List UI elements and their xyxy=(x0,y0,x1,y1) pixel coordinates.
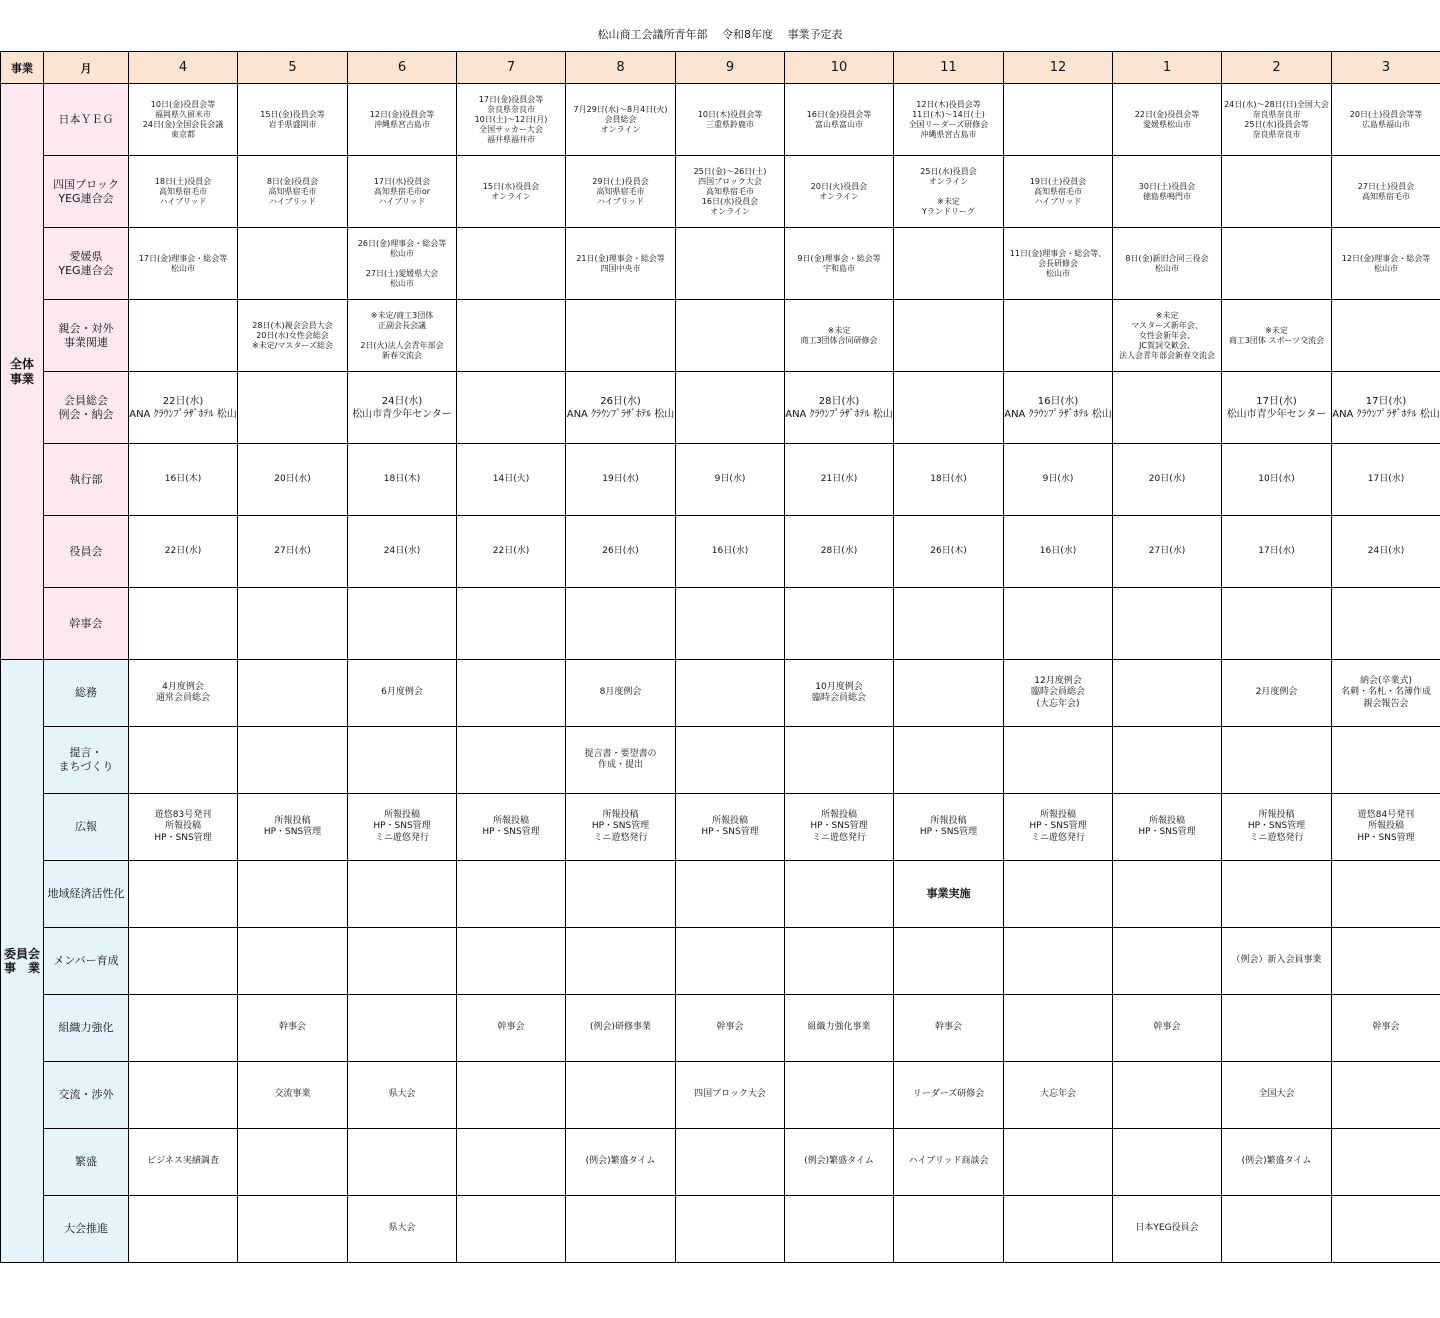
schedule-cell xyxy=(566,1062,676,1129)
month-header: 10 xyxy=(785,52,894,84)
schedule-cell xyxy=(1222,995,1332,1062)
schedule-cell xyxy=(238,372,348,444)
schedule-cell xyxy=(1222,727,1332,794)
schedule-cell: 26日(水) ANA ｸﾗｳﾝﾌﾟﾗｻﾞﾎﾃﾙ 松山 xyxy=(566,372,676,444)
schedule-cell: 9日(金)理事会・総会等 宇和島市 xyxy=(785,228,894,300)
schedule-cell xyxy=(1004,861,1113,928)
schedule-cell xyxy=(676,928,785,995)
row-label: 総務 xyxy=(44,660,129,727)
schedule-cell xyxy=(1332,727,1440,794)
schedule-cell xyxy=(676,228,785,300)
schedule-cell: 22日(水) xyxy=(457,516,566,588)
table-row xyxy=(1,84,1440,156)
schedule-cell: ※未定 商工3団体 スポーツ交流会 xyxy=(1222,300,1332,372)
schedule-cell xyxy=(894,928,1004,995)
schedule-cell xyxy=(785,1062,894,1129)
schedule-cell xyxy=(457,228,566,300)
schedule-cell xyxy=(1332,1196,1440,1263)
row-label: 執行部 xyxy=(44,444,129,516)
month-header: 5 xyxy=(238,52,348,84)
schedule-cell: 所報投稿 HP・SNS管理 ミニ遊悠発行 xyxy=(1004,794,1113,861)
schedule-cell: 県大会 xyxy=(348,1196,457,1263)
schedule-cell: 16日(水) xyxy=(676,516,785,588)
schedule-cell xyxy=(238,660,348,727)
row-label: 親会・対外 事業関連 xyxy=(44,300,129,372)
schedule-cell: 交流事業 xyxy=(238,1062,348,1129)
schedule-cell xyxy=(129,861,238,928)
schedule-cell: 17日(水) xyxy=(1332,444,1440,516)
schedule-cell xyxy=(1004,727,1113,794)
schedule-cell xyxy=(129,588,238,660)
schedule-cell xyxy=(348,928,457,995)
schedule-cell xyxy=(1004,995,1113,1062)
table-row xyxy=(1,588,1440,660)
schedule-cell: 幹事会 xyxy=(457,995,566,1062)
row-label: 日本ＹＥＧ xyxy=(44,84,129,156)
schedule-cell: 21日(水) xyxy=(785,444,894,516)
schedule-cell: 8日(金)役員会 高知県宿毛市 ハイブリッド xyxy=(238,156,348,228)
schedule-cell: 15日(水)役員会 オンライン xyxy=(457,156,566,228)
schedule-cell xyxy=(894,372,1004,444)
schedule-cell xyxy=(1222,156,1332,228)
section-overall-events xyxy=(1,84,1440,660)
month-header: 7 xyxy=(457,52,566,84)
row-label: 組織力強化 xyxy=(44,995,129,1062)
table-row xyxy=(1,444,1440,516)
schedule-cell xyxy=(566,861,676,928)
month-header: 3 xyxy=(1332,52,1440,84)
table-row xyxy=(1,794,1440,861)
schedule-cell xyxy=(238,928,348,995)
schedule-cell: 12日(金)理事会・総会等 松山市 xyxy=(1332,228,1440,300)
schedule-cell: 16日(木) xyxy=(129,444,238,516)
schedule-cell: 20日(火)役員会 オンライン xyxy=(785,156,894,228)
schedule-cell xyxy=(785,861,894,928)
schedule-cell xyxy=(348,861,457,928)
row-label: 地域経済活性化 xyxy=(44,861,129,928)
schedule-cell xyxy=(129,1062,238,1129)
schedule-cell: 幹事会 xyxy=(894,995,1004,1062)
schedule-cell xyxy=(1332,588,1440,660)
schedule-cell xyxy=(1332,861,1440,928)
table-row xyxy=(1,300,1440,372)
schedule-cell: 所報投稿 HP・SNS管理 ミニ遊悠発行 xyxy=(566,794,676,861)
table-row xyxy=(1,156,1440,228)
schedule-cell xyxy=(566,300,676,372)
schedule-cell: 27日(水) xyxy=(1113,516,1222,588)
schedule-cell: 17日(水) xyxy=(1222,516,1332,588)
schedule-cell: 日本YEG役員会 xyxy=(1113,1196,1222,1263)
month-header: 4 xyxy=(129,52,238,84)
schedule-cell: 25日(金)〜26日(土) 四国ブロック大会 高知県宿毛市 16日(水)役員会 オンライン xyxy=(676,156,785,228)
schedule-cell xyxy=(1113,1062,1222,1129)
table-row xyxy=(1,1129,1440,1196)
schedule-cell xyxy=(894,228,1004,300)
schedule-cell: 21日(金)理事会・総会等 四国中央市 xyxy=(566,228,676,300)
schedule-cell: 7月29日(水)〜8月4日(火) 会員総会 オンライン xyxy=(566,84,676,156)
schedule-cell: 12日(木)役員会等 11日(木)〜14日(土) 全国リーダーズ研修会 沖縄県宮古島市 xyxy=(894,84,1004,156)
schedule-cell: 25日(水)役員会 オンライン ※未定 Yランドリーグ xyxy=(894,156,1004,228)
schedule-cell xyxy=(566,1196,676,1263)
schedule-cell xyxy=(457,1196,566,1263)
schedule-cell: 22日(水) ANA ｸﾗｳﾝﾌﾟﾗｻﾞﾎﾃﾙ 松山 xyxy=(129,372,238,444)
schedule-cell xyxy=(894,660,1004,727)
schedule-cell: 所報投稿 HP・SNS管理 ミニ遊悠発行 xyxy=(1222,794,1332,861)
schedule-cell xyxy=(1222,1196,1332,1263)
schedule-cell: 9日(水) xyxy=(1004,444,1113,516)
schedule-cell: ハイブリッド商談会 xyxy=(894,1129,1004,1196)
schedule-cell: 所報投稿 HP・SNS管理 xyxy=(894,794,1004,861)
schedule-cell: (例会)研修事業 xyxy=(566,995,676,1062)
schedule-cell xyxy=(238,1196,348,1263)
schedule-cell: 幹事会 xyxy=(1332,995,1440,1062)
schedule-cell xyxy=(676,727,785,794)
schedule-cell: 12日(金)役員会等 沖縄県宮古島市 xyxy=(348,84,457,156)
schedule-cell: 24日(水)〜28日(日)全国大会 奈良県奈良市 25日(水)役員会等 奈良県奈良市 xyxy=(1222,84,1332,156)
row-label: 提言・ まちづくり xyxy=(44,727,129,794)
schedule-cell: 遊悠83号発刊 所報投稿 HP・SNS管理 xyxy=(129,794,238,861)
schedule-cell: 所報投稿 HP・SNS管理 ミニ遊悠発行 xyxy=(785,794,894,861)
row-label: 役員会 xyxy=(44,516,129,588)
schedule-cell: 四国ブロック大会 xyxy=(676,1062,785,1129)
schedule-cell: 26日(金)理事会・総会等 松山市 27日(土)愛媛県大会 松山市 xyxy=(348,228,457,300)
schedule-cell: 22日(水) xyxy=(129,516,238,588)
month-header: 1 xyxy=(1113,52,1222,84)
schedule-cell xyxy=(676,588,785,660)
schedule-cell: （例会）新入会員事業 xyxy=(1222,928,1332,995)
schedule-cell xyxy=(238,1129,348,1196)
table-row xyxy=(1,228,1440,300)
schedule-cell xyxy=(1113,928,1222,995)
schedule-cell: 大忘年会 xyxy=(1004,1062,1113,1129)
schedule-cell: 9日(水) xyxy=(676,444,785,516)
schedule-cell xyxy=(129,995,238,1062)
schedule-cell xyxy=(457,727,566,794)
month-header: 9 xyxy=(676,52,785,84)
month-column-header: 月 xyxy=(44,52,129,84)
schedule-cell: 幹事会 xyxy=(1113,995,1222,1062)
section-committee-events xyxy=(1,660,1440,1263)
schedule-table xyxy=(0,51,1440,1263)
schedule-cell: 所報投稿 HP・SNS管理 xyxy=(1113,794,1222,861)
schedule-cell: 県大会 xyxy=(348,1062,457,1129)
schedule-cell: 30日(土)役員会 徳島県鳴門市 xyxy=(1113,156,1222,228)
row-label: 四国ブロック YEG連合会 xyxy=(44,156,129,228)
schedule-cell xyxy=(348,727,457,794)
row-label: 幹事会 xyxy=(44,588,129,660)
table-row xyxy=(1,516,1440,588)
schedule-cell: 26日(水) xyxy=(566,516,676,588)
schedule-cell: 20日(水) xyxy=(1113,444,1222,516)
row-label: メンバー育成 xyxy=(44,928,129,995)
schedule-cell xyxy=(676,1129,785,1196)
schedule-cell: 17日(金)役員会等 奈良県奈良市 10日(土)〜12日(月) 全国サッカー大会 福井県福井市 xyxy=(457,84,566,156)
schedule-cell xyxy=(676,372,785,444)
schedule-cell: 8日(金)新旧合同三役会 松山市 xyxy=(1113,228,1222,300)
schedule-cell xyxy=(566,928,676,995)
schedule-cell: 10日(水) xyxy=(1222,444,1332,516)
schedule-cell xyxy=(1332,1062,1440,1129)
schedule-cell: リーダーズ研修会 xyxy=(894,1062,1004,1129)
table-row xyxy=(1,727,1440,794)
schedule-cell: 所報投稿 HP・SNS管理 ミニ遊悠発行 xyxy=(348,794,457,861)
schedule-cell xyxy=(676,660,785,727)
schedule-cell: 27日(土)役員会 高知県宿毛市 xyxy=(1332,156,1440,228)
schedule-cell xyxy=(129,300,238,372)
schedule-cell xyxy=(894,727,1004,794)
schedule-cell: 組織力強化事業 xyxy=(785,995,894,1062)
schedule-cell: 16日(水) xyxy=(1004,516,1113,588)
schedule-cell: 19日(水) xyxy=(566,444,676,516)
schedule-cell xyxy=(457,928,566,995)
schedule-cell xyxy=(1004,1196,1113,1263)
schedule-cell: ビジネス実績調査 xyxy=(129,1129,238,1196)
schedule-cell xyxy=(1222,861,1332,928)
schedule-cell: 17日(水) ANA ｸﾗｳﾝﾌﾟﾗｻﾞﾎﾃﾙ 松山 xyxy=(1332,372,1440,444)
row-label: 大会推進 xyxy=(44,1196,129,1263)
schedule-cell: 27日(水) xyxy=(238,516,348,588)
schedule-cell: 納会(卒業式) 名刺・名札・名簿作成 親会報告会 xyxy=(1332,660,1440,727)
schedule-cell xyxy=(457,861,566,928)
schedule-cell: 提言書・要望書の 作成・提出 xyxy=(566,727,676,794)
schedule-cell xyxy=(676,861,785,928)
schedule-cell xyxy=(785,928,894,995)
schedule-cell: 2月度例会 xyxy=(1222,660,1332,727)
schedule-cell: 28日(木)親会会員大会 20日(水)女性会総会 ※未定/マスターズ総会 xyxy=(238,300,348,372)
schedule-cell: 17日(水)役員会 高知県宿毛市or ハイブリッド xyxy=(348,156,457,228)
schedule-cell xyxy=(348,995,457,1062)
schedule-cell: 10日(金)役員会等 福岡県久留米市 24日(金)全国会長会議 東京都 xyxy=(129,84,238,156)
schedule-cell: 19日(土)役員会 高知県宿毛市 ハイブリッド xyxy=(1004,156,1113,228)
schedule-cell xyxy=(129,727,238,794)
table-row xyxy=(1,1196,1440,1263)
schedule-cell xyxy=(238,228,348,300)
schedule-cell: (例会)繁盛タイム xyxy=(1222,1129,1332,1196)
schedule-cell xyxy=(1004,1129,1113,1196)
schedule-cell xyxy=(1113,1129,1222,1196)
schedule-cell xyxy=(894,588,1004,660)
category-committee: 委員会 事 業 xyxy=(1,660,44,1263)
schedule-cell xyxy=(1222,228,1332,300)
schedule-cell: 所報投稿 HP・SNS管理 xyxy=(457,794,566,861)
schedule-cell: 18日(木) xyxy=(348,444,457,516)
schedule-cell: 8月度例会 xyxy=(566,660,676,727)
table-row xyxy=(1,1062,1440,1129)
month-header: 6 xyxy=(348,52,457,84)
schedule-cell: 遊悠84号発刊 所報投稿 HP・SNS管理 xyxy=(1332,794,1440,861)
table-row xyxy=(1,861,1440,928)
schedule-cell xyxy=(348,1129,457,1196)
schedule-cell: 11日(金)理事会・総会等、 会長研修会 松山市 xyxy=(1004,228,1113,300)
schedule-cell: ※未定 マスターズ新年会、 女性会新年会、 JC賀詞交歓会、 法人会青年部会新春交流会 xyxy=(1113,300,1222,372)
month-header: 2 xyxy=(1222,52,1332,84)
schedule-cell xyxy=(785,1196,894,1263)
schedule-cell: 26日(木) xyxy=(894,516,1004,588)
schedule-cell xyxy=(457,1062,566,1129)
schedule-cell: 14日(火) xyxy=(457,444,566,516)
schedule-cell: 20日(水) xyxy=(238,444,348,516)
schedule-cell: 15日(金)役員会等 岩手県盛岡市 xyxy=(238,84,348,156)
schedule-cell: 幹事会 xyxy=(676,995,785,1062)
month-header: 8 xyxy=(566,52,676,84)
schedule-cell: 10日(木)役員会等 三重県鈴鹿市 xyxy=(676,84,785,156)
schedule-cell xyxy=(457,300,566,372)
table-row xyxy=(1,928,1440,995)
schedule-cell xyxy=(348,588,457,660)
schedule-cell xyxy=(457,1129,566,1196)
schedule-cell: 6月度例会 xyxy=(348,660,457,727)
row-label: 交流・渉外 xyxy=(44,1062,129,1129)
schedule-cell xyxy=(1004,300,1113,372)
schedule-cell xyxy=(894,1196,1004,1263)
schedule-cell xyxy=(1113,588,1222,660)
schedule-cell: 事業実施 xyxy=(894,861,1004,928)
schedule-cell xyxy=(1004,928,1113,995)
schedule-cell xyxy=(1113,660,1222,727)
schedule-cell: 18日(土)役員会 高知県宿毛市 ハイブリッド xyxy=(129,156,238,228)
schedule-cell xyxy=(1332,928,1440,995)
schedule-cell: 10月度例会 臨時会員総会 xyxy=(785,660,894,727)
month-header: 12 xyxy=(1004,52,1113,84)
table-row xyxy=(1,372,1440,444)
schedule-cell: 18日(水) xyxy=(894,444,1004,516)
schedule-cell xyxy=(457,660,566,727)
schedule-cell xyxy=(457,372,566,444)
schedule-cell: 24日(水) 松山市青少年センター xyxy=(348,372,457,444)
category-overall: 全体 事業 xyxy=(1,84,44,660)
schedule-cell xyxy=(129,928,238,995)
schedule-cell: 24日(水) xyxy=(348,516,457,588)
schedule-cell: (例会)繁盛タイム xyxy=(785,1129,894,1196)
schedule-cell xyxy=(894,300,1004,372)
table-header xyxy=(1,52,1440,84)
schedule-cell xyxy=(238,727,348,794)
schedule-cell: 幹事会 xyxy=(238,995,348,1062)
row-label: 愛媛県 YEG連合会 xyxy=(44,228,129,300)
schedule-cell xyxy=(676,1196,785,1263)
schedule-cell: (例会)繁盛タイム xyxy=(566,1129,676,1196)
schedule-cell xyxy=(1113,727,1222,794)
page-title: 松山商工会議所青年部 令和8年度 事業予定表 xyxy=(597,28,843,41)
schedule-cell xyxy=(1004,588,1113,660)
schedule-cell: 24日(水) xyxy=(1332,516,1440,588)
schedule-cell xyxy=(1113,372,1222,444)
schedule-cell: 4月度例会 通常会員総会 xyxy=(129,660,238,727)
schedule-cell xyxy=(785,727,894,794)
schedule-cell: ※未定/商工3団体 正副会長会議 2日(火)法人会青年部会 新春交流会 xyxy=(348,300,457,372)
schedule-cell xyxy=(785,588,894,660)
schedule-cell: 28日(水) ANA ｸﾗｳﾝﾌﾟﾗｻﾞﾎﾃﾙ 松山 xyxy=(785,372,894,444)
schedule-cell xyxy=(457,588,566,660)
schedule-cell: 22日(金)役員会等 愛媛県松山市 xyxy=(1113,84,1222,156)
schedule-cell: 全国大会 xyxy=(1222,1062,1332,1129)
schedule-cell: 16日(金)役員会等 富山県富山市 xyxy=(785,84,894,156)
schedule-cell: 16日(水) ANA ｸﾗｳﾝﾌﾟﾗｻﾞﾎﾃﾙ 松山 xyxy=(1004,372,1113,444)
schedule-cell xyxy=(676,300,785,372)
schedule-cell: 17日(金)理事会・総会等 松山市 xyxy=(129,228,238,300)
schedule-cell: ※未定 商工3団体合同研修会 xyxy=(785,300,894,372)
table-row xyxy=(1,660,1440,727)
table-row xyxy=(1,995,1440,1062)
schedule-cell: 12月度例会 臨時会員総会 (大忘年会) xyxy=(1004,660,1113,727)
schedule-cell xyxy=(238,588,348,660)
schedule-cell xyxy=(1004,84,1113,156)
row-label: 広報 xyxy=(44,794,129,861)
schedule-cell xyxy=(238,861,348,928)
schedule-cell: 20日(土)役員会等等 広島県福山市 xyxy=(1332,84,1440,156)
schedule-cell xyxy=(566,588,676,660)
schedule-cell xyxy=(1332,1129,1440,1196)
month-header: 11 xyxy=(894,52,1004,84)
schedule-cell xyxy=(1332,300,1440,372)
schedule-cell: 17日(水) 松山市青少年センター xyxy=(1222,372,1332,444)
row-label: 繁盛 xyxy=(44,1129,129,1196)
schedule-cell: 29日(土)役員会 高知県宿毛市 ハイブリッド xyxy=(566,156,676,228)
schedule-cell xyxy=(1113,861,1222,928)
schedule-cell xyxy=(1222,588,1332,660)
schedule-cell: 所報投稿 HP・SNS管理 xyxy=(238,794,348,861)
category-column-header: 事業 xyxy=(1,52,44,84)
schedule-cell xyxy=(129,1196,238,1263)
row-label: 会員総会 例会・納会 xyxy=(44,372,129,444)
schedule-cell: 所報投稿 HP・SNS管理 xyxy=(676,794,785,861)
schedule-cell: 28日(水) xyxy=(785,516,894,588)
